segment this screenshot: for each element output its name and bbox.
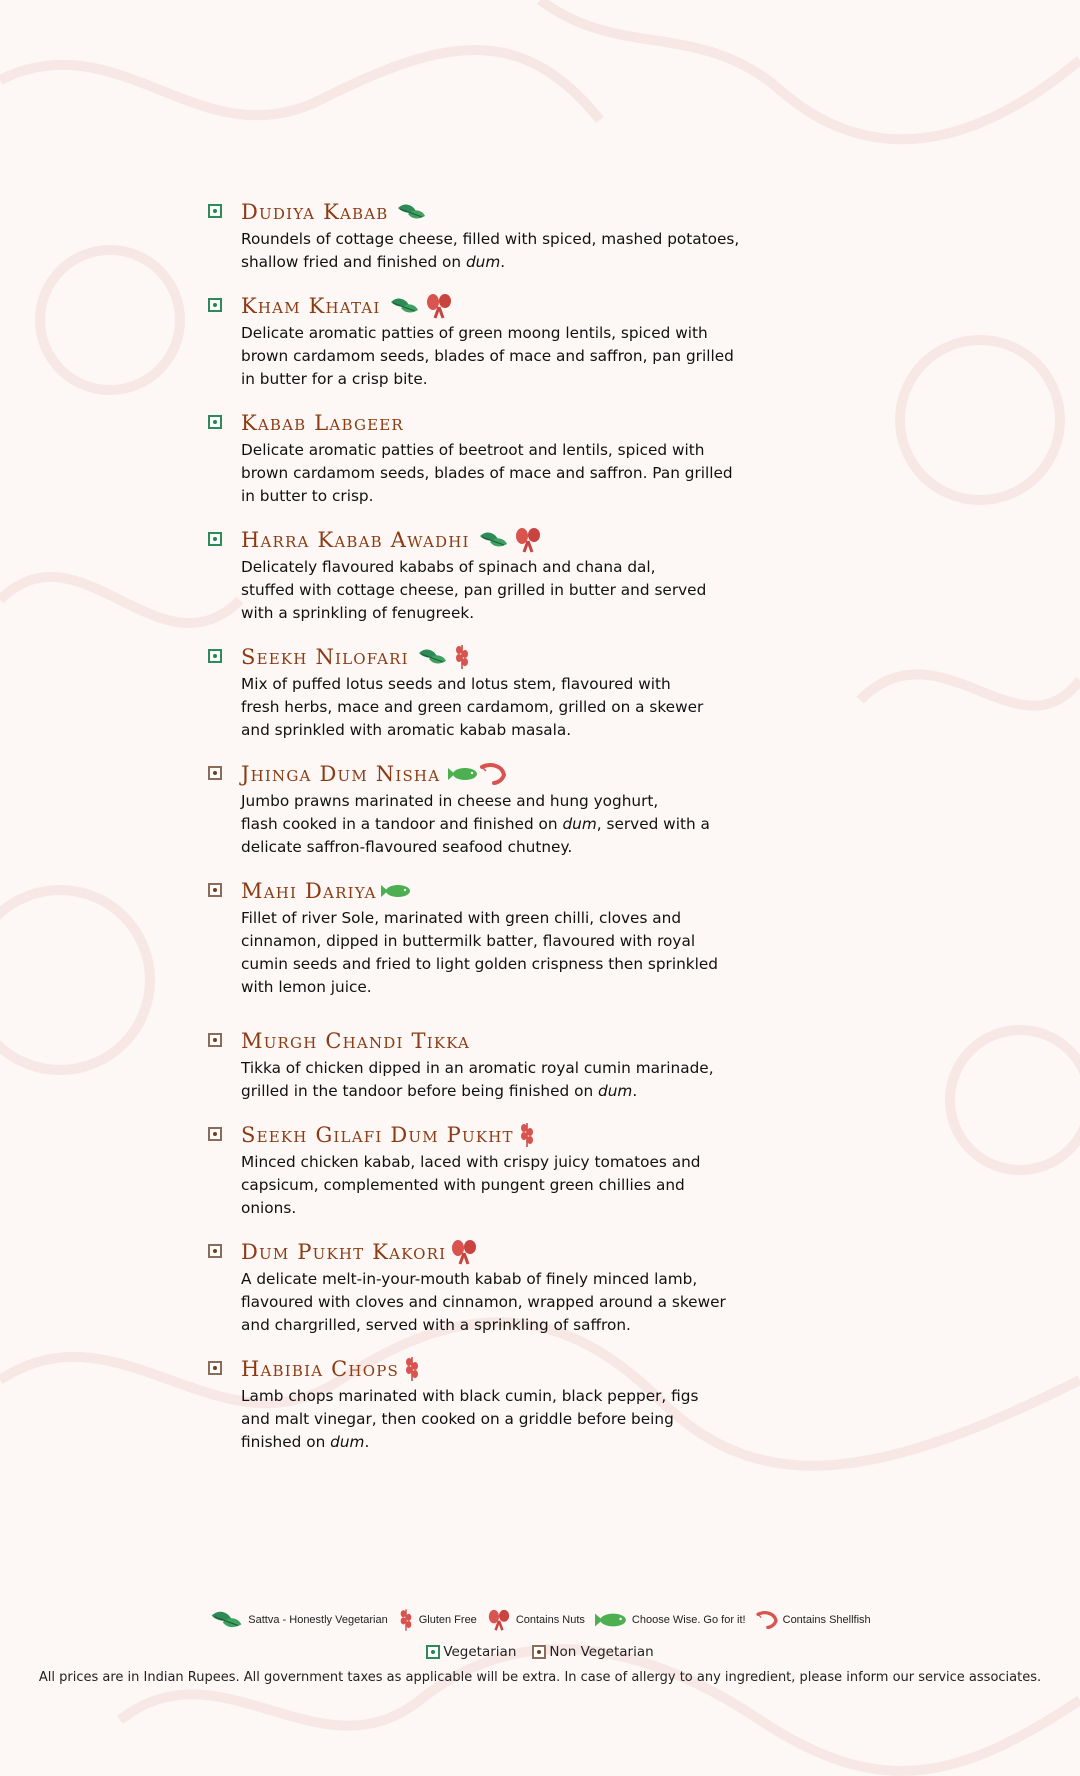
dish-description: Fillet of river Sole, marinated with green chilli, cloves and cinnamon, dipped in buttermilk batter, flavoured with royal cumin seeds and fried to light golden crispness then sprinkled with lemon juice. xyxy=(241,909,719,996)
sattva-leaf-icon xyxy=(209,1609,243,1631)
sattva-leaf-icon xyxy=(389,296,419,316)
menu-item xyxy=(241,407,801,508)
legend-sattva xyxy=(209,1609,387,1631)
nuts-icon xyxy=(450,1239,478,1265)
dish-name: Dudiya Kabab xyxy=(241,200,389,224)
dish-name: Kabab Labgeer xyxy=(241,411,404,435)
dish-description: Roundels of cottage cheese, filled with spiced, mashed potatoes, shallow fried and finished on dum. xyxy=(241,230,740,271)
dish-description: Minced chicken kabab, laced with crispy juicy tomatoes and capsicum, complemented with pungent green chillies and onions. xyxy=(241,1153,701,1217)
nuts-icon xyxy=(425,293,453,319)
gluten-free-icon xyxy=(518,1122,536,1148)
menu-item xyxy=(241,1353,801,1454)
icon-legend xyxy=(0,1608,1080,1632)
nonveg-mark-icon xyxy=(532,1645,546,1659)
dish-description: Delicately flavoured kababs of spinach and chana dal, stuffed with cottage cheese, pan grilled in butter and served with a sprinkling of fenugreek. xyxy=(241,558,707,622)
dish-name: Harra Kabab Awadhi xyxy=(241,528,470,552)
menu-item xyxy=(241,290,801,391)
sattva-leaf-icon xyxy=(417,647,447,667)
fish-icon xyxy=(381,883,411,899)
dish-name: Habibia Chops xyxy=(241,1357,399,1381)
veg-mark-icon xyxy=(208,532,222,546)
diet-legend xyxy=(0,1644,1080,1660)
gluten-free-icon xyxy=(403,1356,421,1382)
legend-vegetarian xyxy=(426,1644,516,1660)
dish-name: Dum Pukht Kakori xyxy=(241,1240,447,1264)
sattva-leaf-icon xyxy=(396,202,426,222)
veg-mark-icon xyxy=(208,649,222,663)
fish-icon xyxy=(448,766,478,782)
veg-mark-icon xyxy=(426,1645,440,1659)
dish-description: Delicate aromatic patties of green moong lentils, spiced with brown cardamom seeds, blades of mace and saffron, pan grilled in butter for a crisp bite. xyxy=(241,324,734,388)
nuts-icon xyxy=(487,1609,511,1631)
veg-mark-icon xyxy=(208,204,222,218)
shellfish-icon xyxy=(756,1611,778,1629)
nonveg-mark-icon xyxy=(208,1127,222,1141)
gluten-free-icon xyxy=(453,644,471,670)
menu-item xyxy=(241,196,801,274)
legend-label: Vegetarian xyxy=(443,1644,517,1660)
menu-list xyxy=(241,196,801,1470)
legend-label: Contains Nuts xyxy=(515,1614,585,1626)
legend-label: Non Vegetarian xyxy=(549,1644,654,1660)
menu-item xyxy=(241,1025,801,1103)
menu-item xyxy=(241,524,801,625)
dish-description: Delicate aromatic patties of beetroot and lentils, spiced with brown cardamom seeds, blades of mace and saffron. Pan grilled in butter to crisp. xyxy=(241,441,733,505)
nuts-icon xyxy=(514,527,542,553)
legend-nuts xyxy=(487,1609,585,1631)
dish-name: Seekh Gilafi Dum Pukht xyxy=(241,1123,514,1147)
nonveg-mark-icon xyxy=(208,1244,222,1258)
gluten-free-icon xyxy=(398,1608,414,1632)
menu-item xyxy=(241,875,801,999)
legend-shellfish xyxy=(756,1611,871,1629)
legend-gluten-free xyxy=(398,1608,477,1632)
veg-mark-icon xyxy=(208,298,222,312)
dish-name: Seekh Nilofari xyxy=(241,645,409,669)
nonveg-mark-icon xyxy=(208,1033,222,1047)
dish-name: Murgh Chandi Tikka xyxy=(241,1029,471,1053)
legend-label: Contains Shellfish xyxy=(782,1614,871,1626)
dish-description: Tikka of chicken dipped in an aromatic royal cumin marinade, grilled in the tandoor before being finished on dum. xyxy=(241,1059,714,1100)
nonveg-mark-icon xyxy=(208,883,222,897)
dish-description: Lamb chops marinated with black cumin, black pepper, figs and malt vinegar, then cooked on a griddle before being finished on dum. xyxy=(241,1387,699,1451)
footer-note: All prices are in Indian Rupees. All government taxes as applicable will be extra. In case of allergy to any ingredient, please inform our service associates. xyxy=(38,1670,1042,1685)
dish-name: Mahi Dariya xyxy=(241,879,377,903)
shellfish-icon xyxy=(480,763,506,785)
nonveg-mark-icon xyxy=(208,1361,222,1375)
dish-name: Kham Khatai xyxy=(241,294,381,318)
dish-name: Jhinga Dum Nisha xyxy=(241,762,441,786)
menu-item xyxy=(241,641,801,742)
dish-description: Mix of puffed lotus seeds and lotus stem, flavoured with fresh herbs, mace and green cardamom, grilled on a skewer and sprinkled with aromatic kabab masala. xyxy=(241,675,704,739)
veg-mark-icon xyxy=(208,415,222,429)
menu-item xyxy=(241,1119,801,1220)
legend-label: Gluten Free xyxy=(418,1614,477,1626)
menu-item xyxy=(241,758,801,859)
nonveg-mark-icon xyxy=(208,766,222,780)
legend-label: Sattva - Honestly Vegetarian xyxy=(248,1614,388,1626)
legend-non-vegetarian xyxy=(532,1644,653,1660)
legend-label: Choose Wise. Go for it! xyxy=(631,1614,746,1626)
sattva-leaf-icon xyxy=(478,530,508,550)
dish-description: Jumbo prawns marinated in cheese and hung yoghurt, flash cooked in a tandoor and finished on dum, served with a delicate saffron-flavoured seafood chutney. xyxy=(241,792,710,856)
dish-description: A delicate melt-in-your-mouth kabab of finely minced lamb, flavoured with cloves and cinnamon, wrapped around a skewer and chargrilled, served with a sprinkling of saffron. xyxy=(241,1270,726,1334)
menu-item xyxy=(241,1236,801,1337)
legend-choose-wise xyxy=(595,1611,746,1629)
fish-icon xyxy=(595,1611,627,1629)
